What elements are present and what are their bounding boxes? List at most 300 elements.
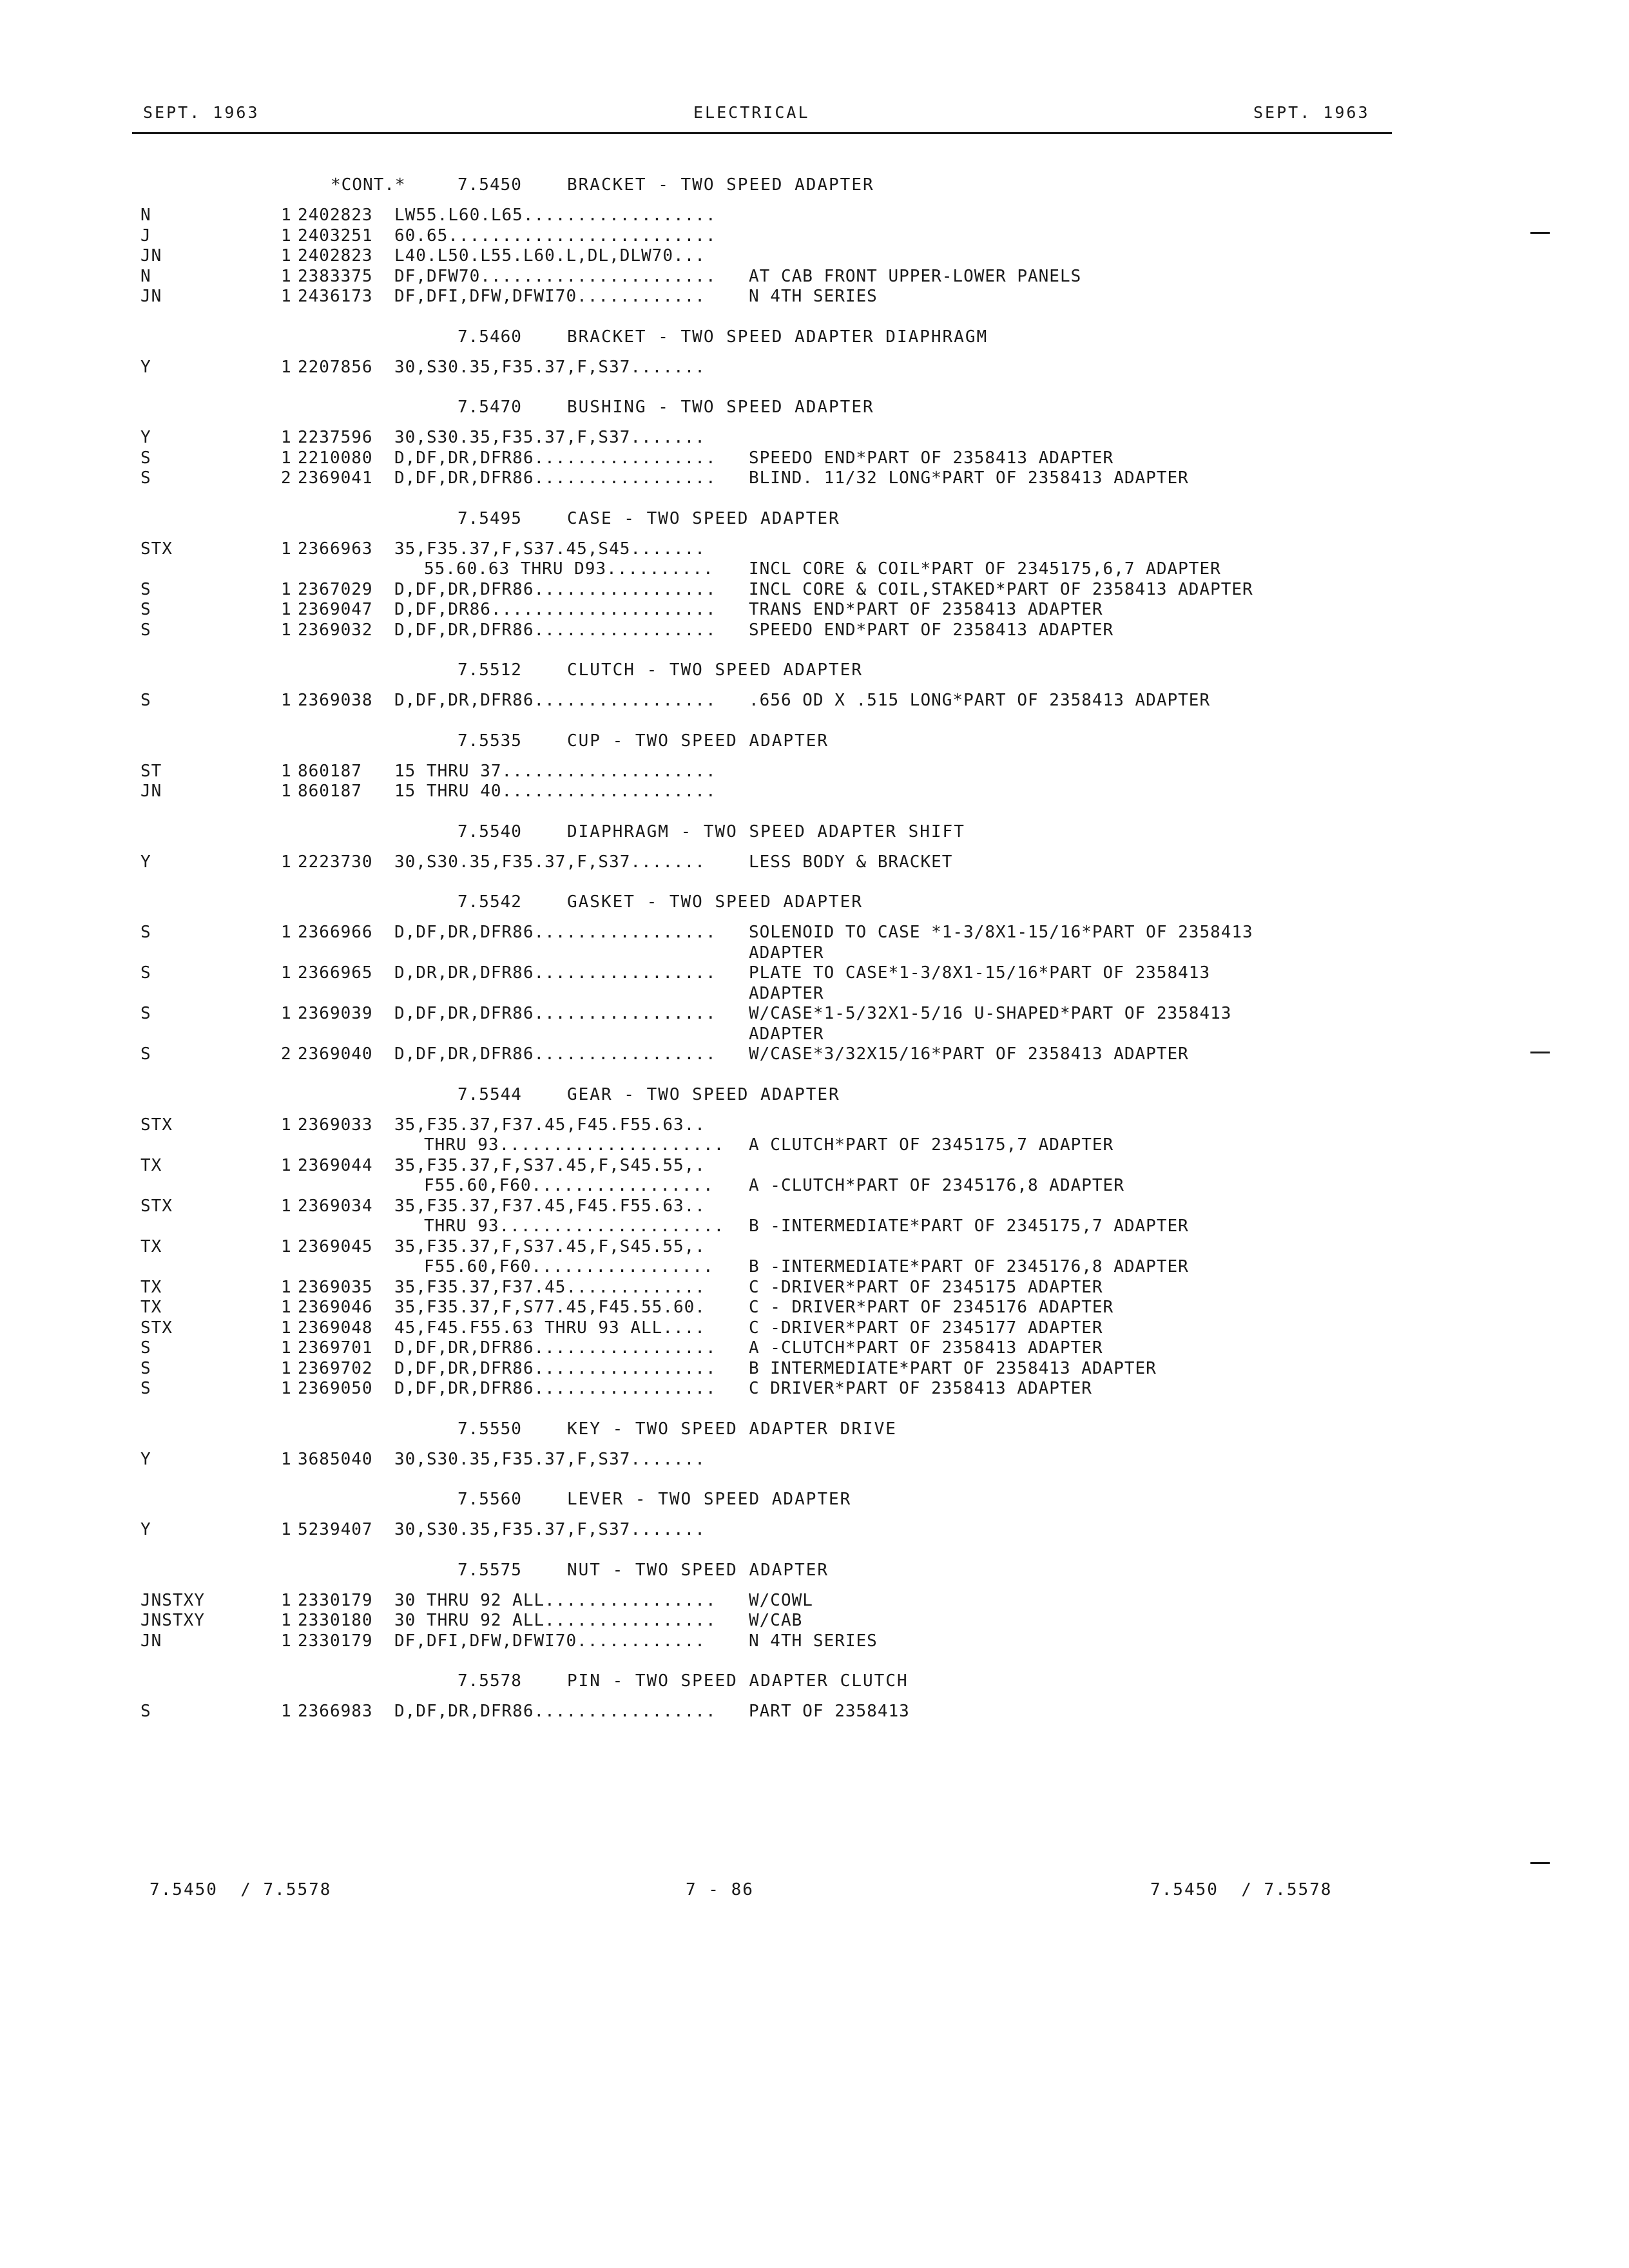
section-number: 7.5542	[458, 892, 522, 912]
part-number: 2366965	[298, 963, 373, 983]
part-description: A -CLUTCH*PART OF 2345176,8 ADAPTER	[749, 1176, 1124, 1195]
part-rows	[0, 206, 1629, 307]
part-number	[298, 1257, 394, 1278]
part-row	[0, 1004, 1629, 1024]
part-description	[749, 1450, 1329, 1470]
part-description: LESS BODY & BRACKET	[749, 852, 953, 872]
section-number: 7.5470	[458, 398, 522, 417]
part-row	[0, 620, 1629, 641]
model-applicability: D,DF,DR,DFR86.................	[394, 1358, 717, 1378]
part-rows	[0, 923, 1629, 1065]
part-row	[0, 762, 1629, 782]
model-code: JNSTXY	[140, 1611, 205, 1630]
part-description: ADAPTER	[749, 1024, 824, 1044]
continued-marker: *CONT.*	[331, 175, 406, 195]
section-title	[0, 1408, 1629, 1450]
model-code: S	[140, 468, 151, 488]
header-date-left: SEPT. 1963	[143, 103, 260, 122]
model-code: STX	[140, 1115, 173, 1135]
part-row	[0, 1520, 1629, 1541]
model-code: J	[140, 226, 151, 245]
part-number	[298, 559, 394, 580]
part-number: 2223730	[298, 852, 373, 872]
quantity: 1	[281, 923, 292, 942]
model-applicability: D,DF,DR,DFR86.................	[394, 620, 717, 640]
part-row	[0, 1278, 1629, 1298]
model-applicability: 35,F35.37,F37.45,F45.F55.63..	[394, 1196, 706, 1216]
section-title	[0, 1550, 1629, 1591]
model-applicability	[394, 1024, 749, 1045]
model-code: S	[140, 1044, 151, 1064]
part-description	[749, 1520, 1329, 1541]
model-applicability: 35,F35.37,F37.45.............	[394, 1277, 706, 1297]
part-description: B INTERMEDIATE*PART OF 2358413 ADAPTER	[749, 1358, 1157, 1378]
model-code: S	[140, 691, 151, 710]
part-description: C -DRIVER*PART OF 2345175 ADAPTER	[749, 1277, 1103, 1297]
model-code: S	[140, 1379, 151, 1398]
section-heading: LEVER - TWO SPEED ADAPTER	[567, 1490, 852, 1509]
part-number: 2369048	[298, 1318, 373, 1338]
part-row	[0, 1237, 1629, 1258]
part-description	[749, 358, 1329, 378]
model-code	[140, 1176, 281, 1196]
margin-dash-mark	[1530, 1862, 1550, 1864]
model-code: S	[140, 1702, 151, 1721]
part-rows	[0, 428, 1629, 489]
model-applicability: 30,S30.35,F35.37,F,S37.......	[394, 428, 706, 447]
model-applicability: D,DF,DR,DFR86.................	[394, 1044, 717, 1064]
section-title	[0, 811, 1629, 852]
model-code: N	[140, 206, 151, 225]
model-applicability: 15 THRU 37....................	[394, 761, 717, 781]
part-row	[0, 1591, 1629, 1611]
quantity	[281, 1257, 298, 1278]
model-applicability: D,DF,DR,DFR86.................	[394, 468, 717, 488]
section-heading: NUT - TWO SPEED ADAPTER	[567, 1560, 829, 1580]
quantity: 1	[281, 246, 292, 265]
part-number: 2369038	[298, 691, 373, 710]
quantity	[281, 1135, 298, 1156]
model-applicability	[394, 943, 749, 964]
part-description	[749, 782, 1329, 802]
model-applicability	[394, 984, 749, 1004]
part-row	[0, 923, 1629, 943]
part-description: C DRIVER*PART OF 2358413 ADAPTER	[749, 1379, 1092, 1398]
section-title	[0, 881, 1629, 923]
quantity	[281, 1176, 298, 1196]
part-row	[0, 1450, 1629, 1470]
quantity: 1	[281, 1115, 292, 1135]
quantity: 1	[281, 206, 292, 225]
section-heading: BRACKET - TWO SPEED ADAPTER DIAPHRAGM	[567, 327, 988, 347]
quantity: 1	[281, 1590, 292, 1610]
part-number	[298, 1216, 394, 1237]
section-heading: BUSHING - TWO SPEED ADAPTER	[567, 398, 874, 417]
model-applicability: D,DF,DR,DFR86.................	[394, 448, 717, 468]
part-description: N 4TH SERIES	[749, 287, 878, 306]
section-heading: GEAR - TWO SPEED ADAPTER	[567, 1084, 840, 1104]
part-row	[0, 1318, 1629, 1339]
part-description: A -CLUTCH*PART OF 2358413 ADAPTER	[749, 1338, 1103, 1358]
part-row	[0, 1611, 1629, 1631]
part-row	[0, 226, 1629, 247]
part-number: 2369040	[298, 1044, 373, 1064]
model-code: S	[140, 579, 151, 599]
quantity: 1	[281, 1196, 292, 1216]
model-applicability: D,DF,DR,DFR86.................	[394, 1004, 717, 1023]
part-rows	[0, 539, 1629, 641]
footer-page-number: 7 - 86	[686, 1880, 754, 1899]
part-description	[749, 226, 1329, 247]
part-row	[0, 1216, 1629, 1237]
part-description: W/CAB	[749, 1611, 803, 1630]
model-code	[140, 1024, 281, 1045]
part-description: N 4TH SERIES	[749, 1631, 878, 1651]
section-title	[0, 1479, 1629, 1520]
part-rows	[0, 691, 1629, 711]
section-number: 7.5460	[458, 327, 522, 347]
part-row	[0, 539, 1629, 560]
part-row	[0, 287, 1629, 307]
model-applicability: D,DR,DR,DFR86.................	[394, 963, 717, 983]
model-applicability: DF,DFW70......................	[394, 266, 717, 286]
part-number: 2369050	[298, 1379, 373, 1398]
part-number: 860187	[298, 761, 362, 781]
part-description: C -DRIVER*PART OF 2345177 ADAPTER	[749, 1318, 1103, 1338]
model-applicability: 30,S30.35,F35.37,F,S37.......	[394, 1520, 706, 1539]
part-description	[749, 1156, 1329, 1177]
part-description: PLATE TO CASE*1-3/8X1-15/16*PART OF 2358413	[749, 963, 1211, 983]
part-description	[749, 539, 1329, 560]
header-rule	[132, 132, 1392, 134]
model-applicability: D,DF,DR86.....................	[394, 600, 717, 619]
quantity	[281, 1216, 298, 1237]
model-applicability: 30,S30.35,F35.37,F,S37.......	[394, 1449, 706, 1469]
part-number: 2366963	[298, 539, 373, 559]
model-code	[140, 1257, 281, 1278]
part-number: 2330179	[298, 1590, 373, 1610]
part-number: 2369041	[298, 468, 373, 488]
part-rows	[0, 1702, 1629, 1722]
section-heading: DIAPHRAGM - TWO SPEED ADAPTER SHIFT	[567, 822, 965, 841]
quantity: 1	[281, 428, 292, 447]
quantity: 1	[281, 852, 292, 872]
footer-range-left: 7.5450 / 7.5578	[149, 1880, 332, 1899]
part-row	[0, 1115, 1629, 1136]
model-applicability: 30,S30.35,F35.37,F,S37.......	[394, 852, 706, 872]
section-title	[0, 1660, 1629, 1702]
part-row	[0, 1176, 1629, 1196]
model-applicability: D,DF,DR,DFR86.................	[394, 1338, 717, 1358]
part-row	[0, 1024, 1629, 1045]
quantity: 1	[281, 1379, 292, 1398]
part-row	[0, 267, 1629, 287]
quantity	[281, 943, 298, 964]
model-code: TX	[140, 1236, 162, 1256]
part-row	[0, 943, 1629, 964]
part-rows	[0, 1115, 1629, 1399]
quantity: 1	[281, 1449, 292, 1469]
section-title	[0, 1074, 1629, 1115]
model-code: S	[140, 923, 151, 942]
quantity: 1	[281, 1358, 292, 1378]
part-row	[0, 206, 1629, 226]
model-code: S	[140, 600, 151, 619]
part-description: W/CASE*1-5/32X1-5/16 U-SHAPED*PART OF 2358413	[749, 1004, 1232, 1023]
model-code: JN	[140, 782, 162, 801]
section-number: 7.5578	[458, 1671, 522, 1691]
section-heading: KEY - TWO SPEED ADAPTER DRIVE	[567, 1419, 897, 1439]
model-applicability: 35,F35.37,F,S37.45,F,S45.55,.	[394, 1236, 706, 1256]
model-applicability: D,DF,DR,DFR86.................	[394, 1702, 717, 1721]
part-row	[0, 600, 1629, 620]
part-number	[298, 1135, 394, 1156]
part-description	[749, 428, 1329, 448]
part-row	[0, 448, 1629, 469]
part-number: 2369033	[298, 1115, 373, 1135]
section-title	[0, 164, 1629, 206]
model-code: S	[140, 1358, 151, 1378]
part-description: SOLENOID TO CASE *1-3/8X1-15/16*PART OF 2358413	[749, 923, 1253, 942]
model-applicability: D,DF,DR,DFR86.................	[394, 691, 717, 710]
part-number: 860187	[298, 782, 362, 801]
part-row	[0, 1379, 1629, 1399]
part-description: SPEEDO END*PART OF 2358413 ADAPTER	[749, 448, 1114, 468]
part-number	[298, 1024, 394, 1045]
part-row	[0, 782, 1629, 802]
section-title	[0, 498, 1629, 539]
part-number: 5239407	[298, 1520, 373, 1539]
model-code: S	[140, 1004, 151, 1023]
model-code: STX	[140, 539, 173, 559]
part-description: .656 OD X .515 LONG*PART OF 2358413 ADAPTER	[749, 691, 1211, 710]
part-row	[0, 1135, 1629, 1156]
part-number: 2383375	[298, 266, 373, 286]
header-section-title: ELECTRICAL	[693, 103, 810, 122]
part-row	[0, 428, 1629, 448]
part-number: 2402823	[298, 206, 373, 225]
section-heading: CUP - TWO SPEED ADAPTER	[567, 731, 829, 751]
model-code: S	[140, 448, 151, 468]
quantity: 1	[281, 620, 292, 640]
model-applicability: DF,DFI,DFW,DFWI70............	[394, 287, 706, 306]
section-heading: PIN - TWO SPEED ADAPTER CLUTCH	[567, 1671, 909, 1691]
part-description: TRANS END*PART OF 2358413 ADAPTER	[749, 600, 1103, 619]
part-number: 2369045	[298, 1236, 373, 1256]
part-number: 2210080	[298, 448, 373, 468]
part-number	[298, 984, 394, 1004]
margin-dash-mark	[1530, 1052, 1550, 1053]
part-row	[0, 852, 1629, 873]
model-code	[140, 1216, 281, 1237]
model-applicability: 55.60.63 THRU D93..........	[424, 559, 714, 579]
section-heading: GASKET - TWO SPEED ADAPTER	[567, 892, 863, 912]
model-code: JN	[140, 287, 162, 306]
part-number: 2436173	[298, 287, 373, 306]
model-applicability: D,DF,DR,DFR86.................	[394, 579, 717, 599]
section-heading: CLUTCH - TWO SPEED ADAPTER	[567, 660, 863, 680]
quantity	[281, 984, 298, 1004]
quantity: 1	[281, 600, 292, 619]
part-row	[0, 1338, 1629, 1359]
quantity: 1	[281, 539, 292, 559]
quantity: 1	[281, 1155, 292, 1175]
model-applicability: 35,F35.37,F,S37.45,S45.......	[394, 539, 706, 559]
section-number: 7.5560	[458, 1490, 522, 1509]
part-number: 2369039	[298, 1004, 373, 1023]
model-applicability: 35,F35.37,F,S37.45,F,S45.55,.	[394, 1155, 706, 1175]
part-number: 2330180	[298, 1611, 373, 1630]
model-code	[140, 984, 281, 1004]
section-heading: BRACKET - TWO SPEED ADAPTER	[567, 175, 874, 195]
model-code: Y	[140, 852, 151, 872]
quantity: 1	[281, 761, 292, 781]
model-applicability: 30 THRU 92 ALL................	[394, 1611, 717, 1630]
part-description	[749, 1237, 1329, 1258]
quantity: 1	[281, 1277, 292, 1297]
parts-list	[0, 164, 1629, 1731]
model-applicability: 45,F45.F55.63 THRU 93 ALL....	[394, 1318, 706, 1338]
part-number: 2366966	[298, 923, 373, 942]
part-number: 2369046	[298, 1298, 373, 1317]
quantity: 1	[281, 1318, 292, 1338]
part-rows	[0, 1520, 1629, 1541]
part-number: 2369044	[298, 1155, 373, 1175]
model-code: N	[140, 266, 151, 286]
section-number: 7.5575	[458, 1560, 522, 1580]
model-code: TX	[140, 1155, 162, 1175]
section-number: 7.5550	[458, 1419, 522, 1439]
part-number	[298, 943, 394, 964]
section-number: 7.5512	[458, 660, 522, 680]
quantity: 1	[281, 357, 292, 377]
model-code: ST	[140, 761, 162, 781]
part-description	[749, 206, 1329, 226]
part-description: B -INTERMEDIATE*PART OF 2345176,8 ADAPTER	[749, 1257, 1189, 1276]
model-applicability: 30,S30.35,F35.37,F,S37.......	[394, 357, 706, 377]
model-applicability: F55.60,F60.................	[424, 1257, 714, 1276]
part-rows	[0, 1450, 1629, 1470]
model-applicability: L40.L50.L55.L60.L,DL,DLW70...	[394, 246, 706, 265]
quantity: 1	[281, 579, 292, 599]
model-code	[140, 943, 281, 964]
part-number: 3685040	[298, 1449, 373, 1469]
model-code	[140, 1135, 281, 1156]
part-description: SPEEDO END*PART OF 2358413 ADAPTER	[749, 620, 1114, 640]
quantity: 2	[281, 1044, 292, 1064]
part-number: 2366983	[298, 1702, 373, 1721]
part-description	[749, 1115, 1329, 1136]
part-description: INCL CORE & COIL,STAKED*PART OF 2358413 ADAPTER	[749, 579, 1253, 599]
quantity: 1	[281, 782, 292, 801]
part-description: ADAPTER	[749, 943, 824, 963]
model-code: Y	[140, 1449, 151, 1469]
part-number: 2237596	[298, 428, 373, 447]
model-applicability: 35,F35.37,F37.45,F45.F55.63..	[394, 1115, 706, 1135]
header-date-right: SEPT. 1963	[1253, 103, 1370, 122]
part-number: 2367029	[298, 579, 373, 599]
quantity: 1	[281, 963, 292, 983]
model-applicability: D,DF,DR,DFR86.................	[394, 923, 717, 942]
part-description: W/COWL	[749, 1590, 813, 1610]
model-applicability: 60.65.........................	[394, 226, 717, 245]
quantity: 1	[281, 691, 292, 710]
model-applicability: DF,DFI,DFW,DFWI70............	[394, 1631, 706, 1651]
section-number: 7.5535	[458, 731, 522, 751]
model-code: Y	[140, 428, 151, 447]
part-description: A CLUTCH*PART OF 2345175,7 ADAPTER	[749, 1135, 1114, 1155]
model-applicability: D,DF,DR,DFR86.................	[394, 1379, 717, 1398]
part-number: 2402823	[298, 246, 373, 265]
part-rows	[0, 762, 1629, 802]
section-title	[0, 720, 1629, 762]
part-number: 2369034	[298, 1196, 373, 1216]
quantity	[281, 1024, 298, 1045]
part-number: 2369047	[298, 600, 373, 619]
section-title	[0, 649, 1629, 691]
model-code: Y	[140, 1520, 151, 1539]
part-row	[0, 1631, 1629, 1652]
part-description: AT CAB FRONT UPPER-LOWER PANELS	[749, 266, 1082, 286]
quantity: 1	[281, 1631, 292, 1651]
section-number: 7.5544	[458, 1084, 522, 1104]
part-number: 2369032	[298, 620, 373, 640]
quantity: 1	[281, 1236, 292, 1256]
part-description	[749, 1196, 1329, 1217]
part-row	[0, 1702, 1629, 1722]
quantity: 1	[281, 266, 292, 286]
part-row	[0, 963, 1629, 984]
model-code: TX	[140, 1298, 162, 1317]
model-code: TX	[140, 1277, 162, 1297]
part-row	[0, 1359, 1629, 1379]
part-rows	[0, 358, 1629, 378]
part-row	[0, 246, 1629, 267]
part-row	[0, 1156, 1629, 1177]
part-row	[0, 1298, 1629, 1318]
model-code: STX	[140, 1196, 173, 1216]
quantity: 1	[281, 226, 292, 245]
model-applicability: 15 THRU 40....................	[394, 782, 717, 801]
quantity: 1	[281, 448, 292, 468]
quantity: 1	[281, 1338, 292, 1358]
part-number: 2330179	[298, 1631, 373, 1651]
section-number: 7.5495	[458, 508, 522, 528]
part-row	[0, 1196, 1629, 1217]
model-applicability: THRU 93.....................	[424, 1216, 725, 1236]
part-row	[0, 559, 1629, 580]
model-code: S	[140, 620, 151, 640]
quantity: 1	[281, 1520, 292, 1539]
part-description: B -INTERMEDIATE*PART OF 2345175,7 ADAPTER	[749, 1216, 1189, 1236]
model-applicability: THRU 93.....................	[424, 1135, 725, 1155]
part-number: 2369035	[298, 1277, 373, 1297]
quantity: 1	[281, 1298, 292, 1317]
section-title	[0, 387, 1629, 428]
section-number: 7.5450	[458, 175, 522, 195]
part-description: BLIND. 11/32 LONG*PART OF 2358413 ADAPTER	[749, 468, 1189, 488]
footer-range-right: 7.5450 / 7.5578	[1150, 1880, 1333, 1899]
section-number: 7.5540	[458, 822, 522, 841]
model-applicability: F55.60,F60.................	[424, 1176, 714, 1195]
model-code: JNSTXY	[140, 1590, 205, 1610]
model-code: JN	[140, 246, 162, 265]
part-number	[298, 1176, 394, 1196]
part-rows	[0, 852, 1629, 873]
part-description: INCL CORE & COIL*PART OF 2345175,6,7 ADAPTER	[749, 559, 1221, 579]
part-row	[0, 468, 1629, 489]
model-applicability: LW55.L60.L65..................	[394, 206, 717, 225]
